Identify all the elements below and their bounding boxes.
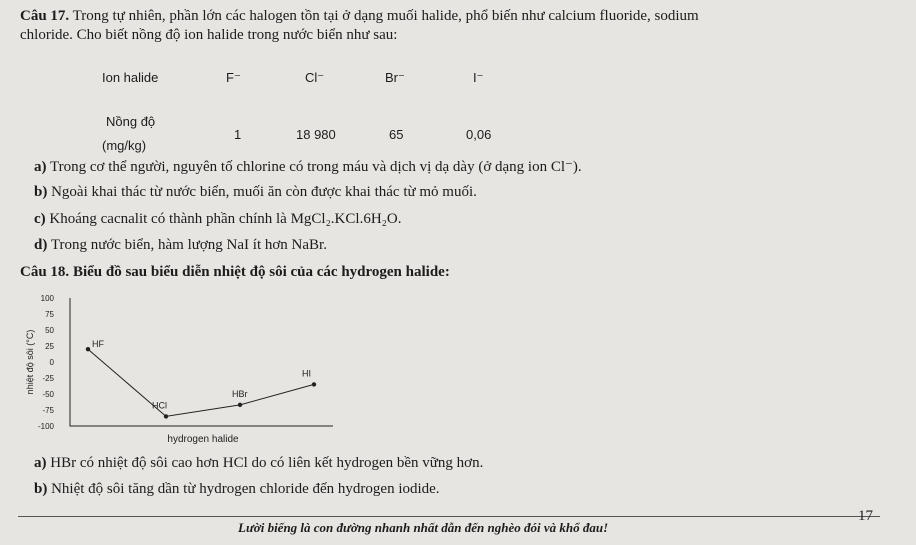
y-tick-labels [38, 294, 55, 431]
q17-option-c-letter: c) [34, 211, 46, 227]
y-tick-label: 100 [40, 294, 54, 303]
series-line [88, 349, 314, 416]
boiling-point-chart [18, 290, 348, 450]
q17-option-b-letter: b) [34, 184, 48, 200]
q17-line1 [20, 8, 699, 25]
q18-option-b [34, 481, 440, 498]
q17-option-a [34, 157, 582, 176]
q18-title: Câu 18. [20, 264, 70, 280]
y-tick-label: -50 [42, 390, 54, 399]
q17-line2: chloride. Cho biết nồng độ ion halide trong nước biển như sau: [20, 27, 398, 43]
q17-option-d-letter: d) [34, 237, 48, 253]
q17-text-1: Trong tự nhiên, phần lớn các halogen tồn tại ở dạng muối halide, phổ biến như calcium fluoride, sodium [69, 8, 699, 24]
y-tick-label: -25 [42, 374, 54, 383]
y-tick-label: 0 [49, 358, 54, 367]
y-tick-label: 50 [45, 326, 54, 335]
q17-option-c [34, 211, 401, 228]
y-tick-label: 75 [45, 310, 54, 319]
q17-title: Câu 17. [20, 8, 70, 24]
point-labels [92, 339, 311, 410]
y-tick-label: -100 [37, 422, 54, 431]
table-row1-label: Ion halide [102, 70, 159, 85]
q18-option-a-letter: a) [34, 455, 47, 471]
q17-option-c-text: Khoáng cacnalit có thành phần chính là MgCl₂.KCl.6H₂O. [45, 211, 402, 227]
q18-option-b-letter: b) [34, 481, 48, 497]
table-value-cl: 18 980 [296, 127, 336, 142]
y-axis-label: nhiệt độ sôi (°C) [25, 329, 35, 395]
q18-option-a [34, 455, 483, 472]
table-value-f: 1 [234, 127, 242, 142]
page-number: 17 [858, 508, 873, 524]
table-row2-label-1: Nồng độ [106, 114, 156, 129]
point-label-hi: HI [302, 368, 311, 379]
q17-option-d [34, 237, 327, 254]
data-points [86, 347, 316, 419]
table-header-br: Br⁻ [385, 70, 405, 85]
footer-rule [18, 516, 880, 517]
table-header-cl: Cl⁻ [305, 70, 325, 85]
q18-line [20, 264, 450, 281]
point-label-hcl: HCl [152, 400, 167, 411]
footer-quote: Lười biếng là con đường nhanh nhất dẫn đến nghèo đói và khổ đau! [238, 520, 609, 535]
table-value-br: 65 [389, 127, 404, 142]
q17-option-a-text: Trong cơ thể người, nguyên tố chlorine có trong máu và dịch vị dạ dày (ở dạng ion Cl⁻). [46, 159, 582, 175]
data-point-hbr [238, 403, 242, 407]
data-point-hf [86, 347, 90, 351]
axis-lines [70, 298, 333, 426]
data-point-hcl [164, 414, 168, 418]
table-header-i: I⁻ [473, 70, 484, 85]
q17-option-a-letter: a) [34, 159, 47, 175]
point-label-hbr: HBr [232, 388, 248, 399]
point-label-hf: HF [92, 339, 104, 350]
table-row2-label-2: (mg/kg) [102, 138, 147, 153]
q18-text: Biểu đồ sau biểu diễn nhiệt độ sôi của các hydrogen halide: [69, 264, 450, 280]
table-header-f: F⁻ [226, 70, 241, 85]
x-axis-title: hydrogen halide [167, 434, 239, 445]
y-tick-label: 25 [45, 342, 54, 351]
q17-option-d-text: Trong nước biển, hàm lượng NaI ít hơn NaBr. [47, 237, 327, 253]
table-value-i: 0,06 [466, 127, 492, 142]
y-tick-label: -75 [42, 406, 54, 415]
y-axis-title [25, 330, 35, 395]
q17-option-b [34, 184, 477, 201]
data-point-hi [312, 382, 316, 386]
q18-option-a-text: HBr có nhiệt độ sôi cao hơn HCl do có liên kết hydrogen bền vững hơn. [46, 455, 484, 471]
q17-option-b-text: Ngoài khai thác từ nước biển, muối ăn còn được khai thác từ mỏ muối. [47, 184, 477, 200]
q18-option-b-text: Nhiệt độ sôi tăng dần từ hydrogen chloride đến hydrogen iodide. [47, 481, 440, 497]
